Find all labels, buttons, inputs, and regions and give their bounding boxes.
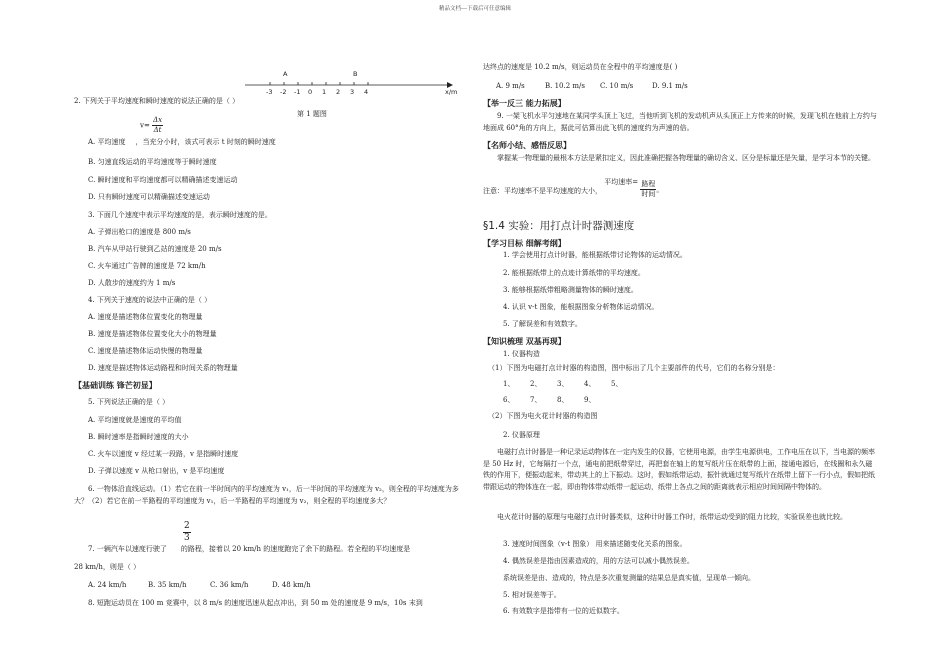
number-line-tick-label: 0: [308, 88, 313, 96]
blank-label: 6、: [503, 396, 515, 404]
q7-option-b: B. 35 km/h: [148, 581, 187, 589]
q8-option-c: C. 10 m/s: [600, 82, 634, 90]
q3-stem: 3. 下面几个速度中表示平均速度的是，表示瞬时速度的是。: [88, 211, 272, 219]
q7-fraction: [183, 521, 191, 544]
section-basic-training: 【基础训练 锋芒初显】: [74, 381, 157, 390]
knowledge-3: 3. 速度时间图象（v-t 图象） 用来描述随变化关系的图象。: [503, 540, 687, 548]
q7-option-a: A. 24 km/h: [88, 581, 127, 589]
blank-label: 2、: [530, 380, 542, 388]
q2-option-b: B. 匀速直线运动的平均速度等于瞬时速度: [88, 158, 217, 166]
goal-2: 2. 能根据纸带上的点迹计算纸带的平均速度。: [503, 269, 645, 277]
section-extend: 【举一反三 能力拓展】: [483, 99, 566, 108]
q2-formula-lhs: v=: [140, 121, 150, 130]
knowledge-1b: （2）下图为电火花计时器的构造图: [488, 412, 598, 420]
knowledge-2: 2. 仪器原理: [503, 431, 540, 439]
q5-option-b: B. 瞬时速率是指瞬时速度的大小: [88, 433, 189, 441]
section-knowledge: 【知识梳理 双基再现】: [483, 337, 566, 346]
q7-option-c: C. 36 km/h: [210, 581, 249, 589]
knowledge-1a: （1）下图为电磁打点计时器的构造图，图中标出了几个主要部件的代号，它们的名称分别是：: [488, 364, 780, 372]
q7-option-d: D. 48 km/h: [272, 581, 311, 589]
blank-label: 4、: [584, 380, 596, 388]
figure-caption: 第 1 题图: [297, 110, 327, 118]
note-line: [483, 180, 663, 202]
knowledge-6: 6. 有效数字是指带有一位的近似数字。: [503, 607, 624, 615]
knowledge-5: 5. 相对误差等于。: [503, 591, 561, 599]
q7-stem: [88, 545, 410, 554]
goal-3: 3. 能够根据纸带粗略测量物体的瞬时速度。: [503, 286, 638, 294]
q6-stem: 6. 一物体沿直线运动。（1）若它在前一半时间内的平均速度为 v₁，后一半时间的平均速度为 v₂，则全程的平均速度为多大？（2）若它在前一半路程的平均速度为 v₁，后一半路程的平均速度为 v₂，则全程的平均速度多大？: [74, 485, 459, 505]
section-goals: 【学习目标 细解考纲】: [483, 239, 566, 248]
q4-option-d: D. 速度是描述物体运动路程和时间关系的物理量: [88, 364, 238, 372]
blank-label: 3、: [557, 380, 569, 388]
q7-frac-num: 2: [184, 521, 190, 531]
q7-frac-den: 3: [184, 533, 190, 543]
principle-paragraph-1: 电磁打点计时器是一种记录运动物体在一定内发生的仪器，它使用电源，由学生电源供电，工作电压在以下，当电源的频率是 50 Hz 时，它每隔打一个点，通电前把纸带穿过，再把套在轴上的复写纸片压在纸带的上面，接通电源后，在线圈和永久磁铁的作用下，便振动起来，带动其上的上下振动。这时，假如纸带运动，振针就通过复写纸片在纸带上留下一行小点，假如把纸带跟运动的物体连在一起，即由物体带动纸带一起运动，纸带上各点之间的距离就表示相应时间间隔中物体的。: [483, 448, 875, 491]
number-line-tick-label: -3: [266, 88, 273, 96]
axis-unit-label: x/m: [445, 88, 458, 96]
goal-5: 5. 了解误差和有效数字。: [503, 320, 582, 328]
knowledge-1: 1. 仪器构造: [503, 350, 540, 358]
q5-option-a: A. 平均速度就是速度的平均值: [88, 416, 182, 424]
q4-stem: 4. 下列关于速度的说法中正确的是（ ）: [88, 296, 212, 304]
q8-option-d: D. 9.1 m/s: [652, 82, 688, 90]
number-line-figure: [240, 68, 480, 100]
point-b-label: B: [353, 70, 358, 78]
q2-formula-fraction: [152, 116, 163, 135]
note-den: 时间: [641, 190, 656, 198]
number-line-tick-label: -2: [280, 88, 287, 96]
blank-label: 7、: [530, 396, 542, 404]
note-end: 。: [656, 186, 664, 194]
number-line-tick-label: 1: [322, 88, 327, 96]
q2-option-d: D. 只有瞬时速度可以精确描述变速运动: [88, 193, 210, 201]
goal-4: 4. 认识 v-t 图象，能根据图象分析物体运动情况。: [503, 303, 659, 311]
q5-option-d: D. 子弹以速度 v 从枪口射出，v 是平均速度: [88, 467, 225, 475]
blank-label: 9、: [584, 396, 596, 404]
blank-label: 1、: [503, 380, 515, 388]
q7-line2: 28 km/h，则是（ ）: [74, 563, 141, 571]
q8-option-a: A. 9 m/s: [496, 82, 525, 90]
q8-option-b: B. 10.2 m/s: [545, 82, 585, 90]
number-line-tick-label: 4: [364, 88, 369, 96]
note-lhs: 平均速率=: [604, 178, 639, 186]
q5-option-c: C. 火车以速度 v 经过某一段路，v 是指瞬时速度: [88, 450, 239, 458]
goal-1: 1. 学会使用打点计时器，能根据纸带讨论物体的运动情况。: [503, 251, 687, 259]
number-line-tick-label: -1: [294, 88, 301, 96]
q2-formula-den: Δt: [153, 126, 162, 134]
q7-post: 的路程，接着以 20 km/h 的速度跑完了余下的路程。若全程的平均速度是: [180, 545, 411, 553]
q2-formula: [140, 116, 163, 135]
q2-option-c: C. 瞬时速度和平均速度都可以精确描述变速运动: [88, 176, 238, 184]
q5-stem: 5. 下列说法正确的是（ ）: [88, 398, 170, 406]
q4-option-b: B. 速度是描述物体位置变化大小的物理量: [88, 330, 217, 338]
q8-continued: 达终点的速度是 10.2 m/s，则运动员在全程中的平均速度是( ): [483, 63, 678, 71]
page-header: 精品文档---下载后可任意编辑: [439, 6, 511, 12]
summary-text: 掌握某一物理量的最根本方法是紧扣定义，因此准确把握各物理量的确切含义、区分是标量还是矢量，是学习本节的关键。: [497, 154, 875, 162]
q3-option-d: D. 人散步的速度约为 1 m/s: [88, 279, 176, 287]
q8-stem: 8. 短跑运动员在 100 m 竞赛中，以 8 m/s 的速度迅速从起点冲出，到 50 m 处的速度是 9 m/s，10s 末到: [88, 599, 423, 607]
blank-label: 5、: [611, 380, 623, 388]
section-title: §1.4 实验：用打点计时器测速度: [483, 220, 635, 232]
q7-pre: 7. 一辆汽车以速度行驶了: [88, 545, 167, 553]
knowledge-4b: 系统误差是由、造成的，特点是多次重复测量的结果总是真实值，呈现单一倾向。: [503, 574, 755, 582]
q4-option-c: C. 速度是描述物体运动快慢的物理量: [88, 347, 203, 355]
section-summary: 【名师小结、感悟反思】: [483, 141, 571, 150]
principle-paragraph-2: 电火花计时器的原理与电磁打点计时器类似，这种计时器工作时，纸带运动受到的阻力比较，实验误差也就比较。: [497, 513, 847, 521]
q4-option-a: A. 速度是描述物体位置变化的物理量: [88, 313, 203, 321]
blank-label: 8、: [557, 396, 569, 404]
note-pre: 注意：平均速率不是平均速度的大小，: [483, 187, 602, 195]
q3-option-c: C. 火车通过广告牌的速度是 72 km/h: [88, 262, 206, 270]
note-num: 路程: [641, 180, 656, 188]
q2-formula-num: Δx: [153, 116, 163, 124]
point-a-label: A: [283, 70, 288, 78]
q2-stem: 2. 下列关于平均速度和瞬时速度的说法正确的是（ ）: [74, 97, 240, 105]
number-line-tick-label: 2: [336, 88, 341, 96]
knowledge-4: 4. 偶然误差是指由因素造成的，用的方法可以减小偶然误差。: [503, 557, 694, 565]
q2-option-a: [88, 138, 276, 147]
q3-option-b: B. 汽车从甲站行驶到乙站的速度是 20 m/s: [88, 245, 222, 253]
q2-option-a-pre: A. 平均速度: [88, 138, 126, 146]
q2-option-a-post: ，当充分小时，该式可表示 t 时刻的瞬时速度: [135, 138, 276, 146]
number-line-tick-label: 3: [350, 88, 355, 96]
q3-option-a: A. 子弹出枪口的速度是 800 m/s: [88, 228, 191, 236]
q9-stem: 9. 一架飞机水平匀速地在某同学头顶上飞过，当他听到飞机的发动机声从头顶正上方传来的时候，发现飞机在他前上方约与地面成 60°角的方向上，据此可估算出此飞机的速度约为声速的倍。: [483, 112, 877, 132]
